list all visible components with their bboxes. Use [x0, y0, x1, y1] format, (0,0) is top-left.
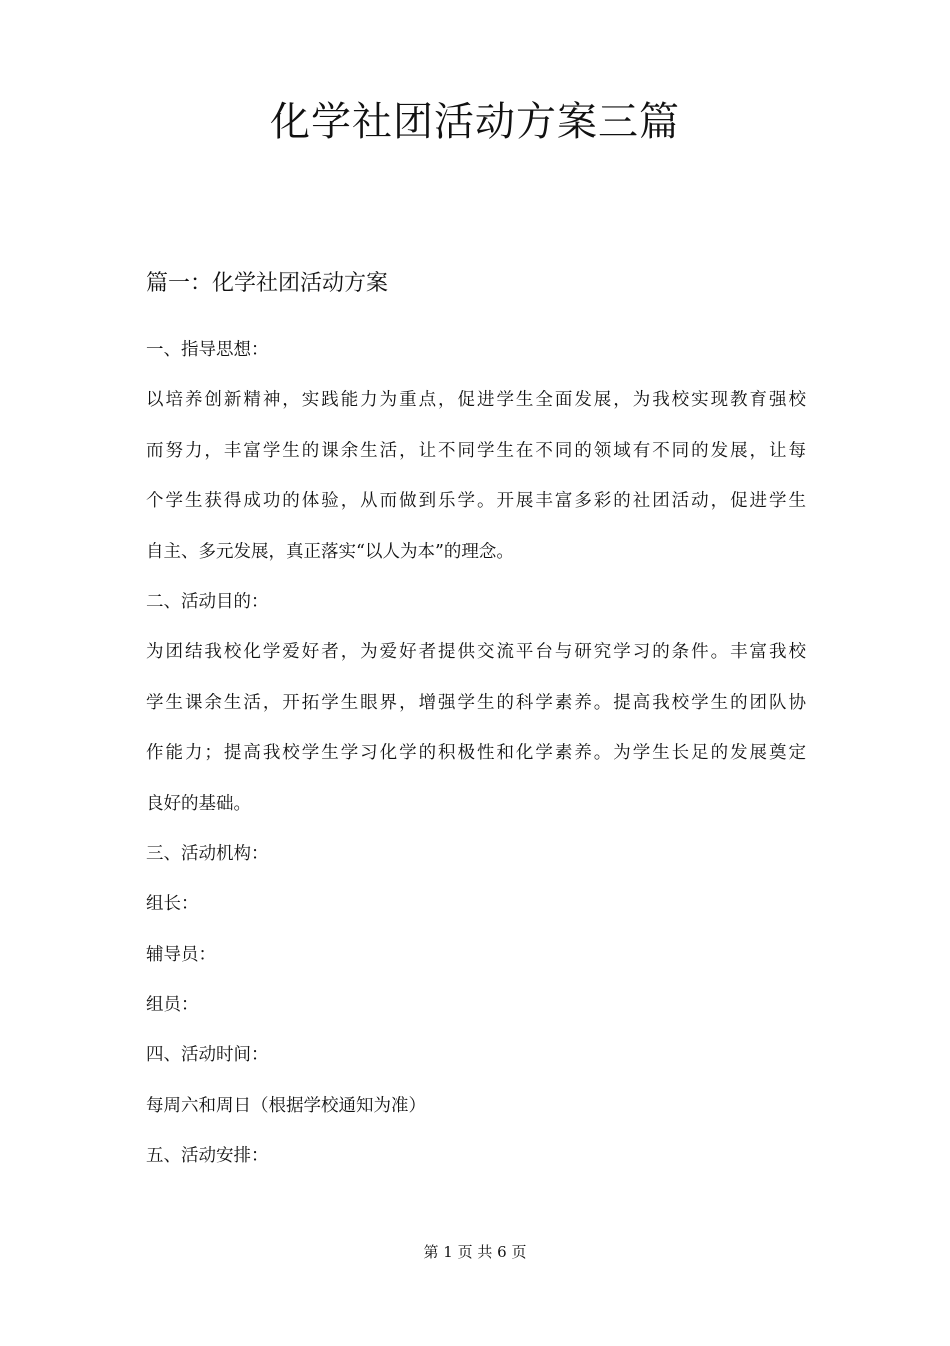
heading-activity-arrangement: 五、活动安排： — [146, 1146, 269, 1167]
paragraph-line: 以培养创新精神，实践能力为重点，促进学生全面发展，为我校实现教育强校 — [146, 390, 806, 411]
paragraph-line: 为团结我校化学爱好者，为爱好者提供交流平台与研究学习的条件。丰富我校 — [146, 642, 806, 663]
paragraph-line: 个学生获得成功的体验，从而做到乐学。开展丰富多彩的社团活动，促进学生 — [146, 491, 806, 512]
document-body — [146, 325, 806, 1182]
field-members: 组员： — [146, 995, 199, 1016]
heading-activity-time: 四、活动时间： — [146, 1045, 269, 1066]
paragraph-line: 作能力；提高我校学生学习化学的积极性和化学素养。为学生长足的发展奠定 — [146, 743, 806, 764]
heading-guiding-ideology: 一、指导思想： — [146, 340, 269, 360]
paragraph-line: 而努力，丰富学生的课余生活，让不同学生在不同的领域有不同的发展，让每 — [146, 440, 806, 461]
section-heading: 篇一：化学社团活动方案 — [146, 271, 389, 296]
field-counselor: 辅导员： — [146, 944, 216, 965]
paragraph-line: 学生课余生活，开拓学生眼界，增强学生的科学素养。提高我校学生的团队协 — [146, 692, 806, 713]
paragraph-line: 自主、多元发展，真正落实“以人为本”的理念。 — [146, 541, 514, 562]
paragraph-line: 良好的基础。 — [146, 793, 251, 814]
document-title: 化学社团活动方案三篇 — [270, 99, 680, 145]
paragraph-line: 每周六和周日（根据学校通知为准） — [146, 1095, 426, 1116]
field-group-leader: 组长： — [146, 894, 199, 915]
page-number: 第 1 页 共 6 页 — [423, 1243, 527, 1261]
page-footer — [0, 1238, 950, 1266]
heading-activity-organization: 三、活动机构： — [146, 843, 269, 864]
heading-activity-purpose: 二、活动目的： — [146, 591, 269, 612]
